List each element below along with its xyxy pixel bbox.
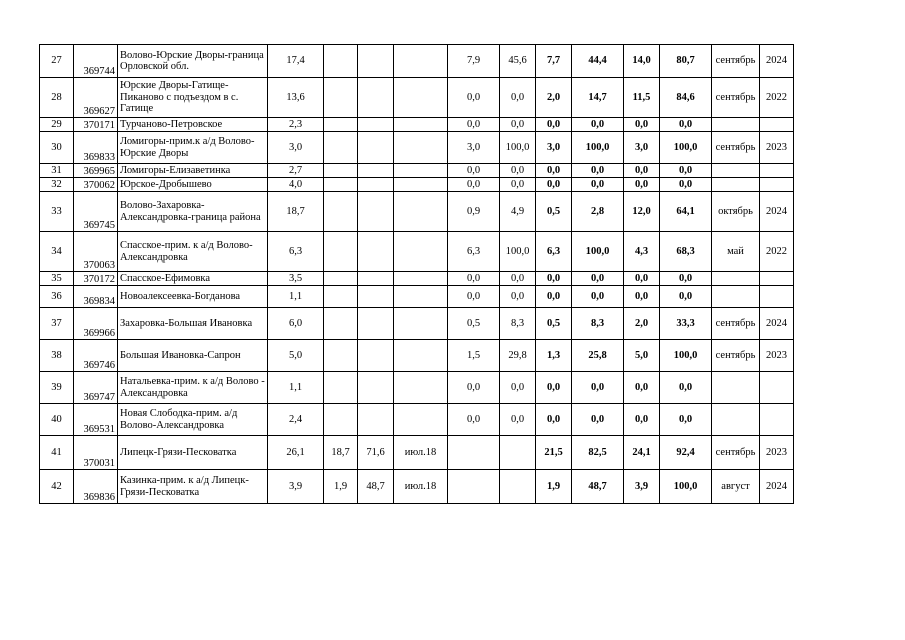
table-row bbox=[40, 404, 794, 436]
value-col-11: 82,5 bbox=[572, 436, 624, 470]
repair-month: сентябрь bbox=[712, 132, 760, 164]
value-col-10: 0,0 bbox=[536, 286, 572, 308]
road-id: 370172 bbox=[74, 272, 118, 286]
repaired-length bbox=[324, 118, 358, 132]
road-name: Липецк-Грязи-Песковатка bbox=[118, 436, 268, 470]
road-length: 1,1 bbox=[268, 286, 324, 308]
road-repair-table bbox=[39, 44, 794, 504]
value-col-13: 0,0 bbox=[660, 272, 712, 286]
road-id: 369966 bbox=[74, 308, 118, 340]
repair-year bbox=[760, 372, 794, 404]
value-col-11: 0,0 bbox=[572, 404, 624, 436]
value-col-9: 0,0 bbox=[500, 178, 536, 192]
repair-date: июл.18 bbox=[394, 436, 448, 470]
row-number: 40 bbox=[40, 404, 74, 436]
road-length: 2,3 bbox=[268, 118, 324, 132]
value-col-13: 64,1 bbox=[660, 192, 712, 232]
row-number: 28 bbox=[40, 78, 74, 118]
value-col-10: 0,5 bbox=[536, 192, 572, 232]
value-col-8: 0,0 bbox=[448, 286, 500, 308]
value-col-12: 14,0 bbox=[624, 45, 660, 78]
value-col-9 bbox=[500, 470, 536, 504]
value-col-10: 0,5 bbox=[536, 308, 572, 340]
road-id: 369834 bbox=[74, 286, 118, 308]
road-name: Юрское-Дробышево bbox=[118, 178, 268, 192]
table-row bbox=[40, 178, 794, 192]
value-col-13: 100,0 bbox=[660, 470, 712, 504]
value-col-8: 3,0 bbox=[448, 132, 500, 164]
repair-year: 2023 bbox=[760, 436, 794, 470]
repair-month: октябрь bbox=[712, 192, 760, 232]
value-col-9: 0,0 bbox=[500, 164, 536, 178]
road-id: 369836 bbox=[74, 470, 118, 504]
value-col-11: 0,0 bbox=[572, 178, 624, 192]
row-number: 34 bbox=[40, 232, 74, 272]
value-col-13: 100,0 bbox=[660, 340, 712, 372]
repair-month: май bbox=[712, 232, 760, 272]
row-number: 42 bbox=[40, 470, 74, 504]
value-col-11: 25,8 bbox=[572, 340, 624, 372]
value-col-13: 80,7 bbox=[660, 45, 712, 78]
repaired-percent bbox=[358, 178, 394, 192]
value-col-11: 100,0 bbox=[572, 132, 624, 164]
value-col-11: 48,7 bbox=[572, 470, 624, 504]
repaired-percent: 71,6 bbox=[358, 436, 394, 470]
repaired-length bbox=[324, 404, 358, 436]
repair-year: 2024 bbox=[760, 470, 794, 504]
value-col-13: 0,0 bbox=[660, 286, 712, 308]
road-id: 370062 bbox=[74, 178, 118, 192]
repair-month bbox=[712, 404, 760, 436]
value-col-11: 2,8 bbox=[572, 192, 624, 232]
value-col-8: 0,0 bbox=[448, 164, 500, 178]
repair-year bbox=[760, 272, 794, 286]
road-name: Турчаново-Петровское bbox=[118, 118, 268, 132]
value-col-10: 7,7 bbox=[536, 45, 572, 78]
repaired-percent bbox=[358, 164, 394, 178]
table-row bbox=[40, 308, 794, 340]
repair-year: 2024 bbox=[760, 192, 794, 232]
repair-month: август bbox=[712, 470, 760, 504]
road-id: 369833 bbox=[74, 132, 118, 164]
table-row bbox=[40, 340, 794, 372]
repair-date bbox=[394, 232, 448, 272]
road-id: 369745 bbox=[74, 192, 118, 232]
repaired-length bbox=[324, 78, 358, 118]
table-row bbox=[40, 372, 794, 404]
road-name: Волово-Юрские Дворы-граница Орловской обл. bbox=[118, 45, 268, 78]
repaired-length bbox=[324, 286, 358, 308]
road-id: 370063 bbox=[74, 232, 118, 272]
repair-date bbox=[394, 45, 448, 78]
road-length: 3,5 bbox=[268, 272, 324, 286]
value-col-13: 33,3 bbox=[660, 308, 712, 340]
road-length: 26,1 bbox=[268, 436, 324, 470]
repair-date bbox=[394, 340, 448, 372]
road-name: Ломигоры-прим.к а/д Волово-Юрские Дворы bbox=[118, 132, 268, 164]
road-name: Волово-Захаровка-Александровка-граница района bbox=[118, 192, 268, 232]
table-row bbox=[40, 132, 794, 164]
row-number: 29 bbox=[40, 118, 74, 132]
row-number: 37 bbox=[40, 308, 74, 340]
repaired-length bbox=[324, 192, 358, 232]
repaired-percent bbox=[358, 340, 394, 372]
value-col-9: 45,6 bbox=[500, 45, 536, 78]
repaired-length bbox=[324, 372, 358, 404]
table-row bbox=[40, 192, 794, 232]
road-length: 6,0 bbox=[268, 308, 324, 340]
row-number: 33 bbox=[40, 192, 74, 232]
road-name: Казинка-прим. к а/д Липецк-Грязи-Песковатка bbox=[118, 470, 268, 504]
value-col-12: 24,1 bbox=[624, 436, 660, 470]
repaired-length bbox=[324, 45, 358, 78]
road-length: 3,0 bbox=[268, 132, 324, 164]
value-col-9: 4,9 bbox=[500, 192, 536, 232]
value-col-9: 0,0 bbox=[500, 78, 536, 118]
repaired-length bbox=[324, 340, 358, 372]
repair-year: 2022 bbox=[760, 232, 794, 272]
value-col-10: 0,0 bbox=[536, 118, 572, 132]
value-col-12: 11,5 bbox=[624, 78, 660, 118]
value-col-12: 12,0 bbox=[624, 192, 660, 232]
value-col-11: 8,3 bbox=[572, 308, 624, 340]
repaired-percent bbox=[358, 272, 394, 286]
value-col-9: 0,0 bbox=[500, 118, 536, 132]
repair-date bbox=[394, 272, 448, 286]
repair-year: 2024 bbox=[760, 45, 794, 78]
value-col-10: 0,0 bbox=[536, 178, 572, 192]
value-col-10: 1,3 bbox=[536, 340, 572, 372]
road-name: Новая Слободка-прим. а/д Волово-Александровка bbox=[118, 404, 268, 436]
repaired-length bbox=[324, 232, 358, 272]
repaired-length: 1,9 bbox=[324, 470, 358, 504]
repaired-percent bbox=[358, 286, 394, 308]
value-col-8: 0,0 bbox=[448, 404, 500, 436]
repaired-length bbox=[324, 272, 358, 286]
row-number: 39 bbox=[40, 372, 74, 404]
road-length: 2,7 bbox=[268, 164, 324, 178]
value-col-12: 2,0 bbox=[624, 308, 660, 340]
road-name: Новоалексеевка-Богданова bbox=[118, 286, 268, 308]
repaired-percent bbox=[358, 232, 394, 272]
road-id: 369744 bbox=[74, 45, 118, 78]
road-id: 370031 bbox=[74, 436, 118, 470]
value-col-9 bbox=[500, 436, 536, 470]
table-row bbox=[40, 272, 794, 286]
repaired-percent bbox=[358, 118, 394, 132]
repair-date bbox=[394, 178, 448, 192]
value-col-12: 3,0 bbox=[624, 132, 660, 164]
repair-date bbox=[394, 286, 448, 308]
value-col-10: 0,0 bbox=[536, 404, 572, 436]
value-col-11: 0,0 bbox=[572, 286, 624, 308]
value-col-8: 0,0 bbox=[448, 118, 500, 132]
value-col-13: 0,0 bbox=[660, 118, 712, 132]
value-col-10: 21,5 bbox=[536, 436, 572, 470]
repaired-percent: 48,7 bbox=[358, 470, 394, 504]
table-row bbox=[40, 470, 794, 504]
repair-date bbox=[394, 372, 448, 404]
road-name: Юрские Дворы-Гатище-Пиканово с подъездом в с. Гатище bbox=[118, 78, 268, 118]
repaired-length bbox=[324, 308, 358, 340]
table-row bbox=[40, 164, 794, 178]
repair-year bbox=[760, 164, 794, 178]
value-col-8: 6,3 bbox=[448, 232, 500, 272]
value-col-11: 0,0 bbox=[572, 272, 624, 286]
repair-year bbox=[760, 286, 794, 308]
value-col-12: 0,0 bbox=[624, 118, 660, 132]
repair-date bbox=[394, 78, 448, 118]
repair-month: сентябрь bbox=[712, 45, 760, 78]
repair-month: сентябрь bbox=[712, 78, 760, 118]
road-length: 13,6 bbox=[268, 78, 324, 118]
value-col-13: 0,0 bbox=[660, 178, 712, 192]
repair-date bbox=[394, 164, 448, 178]
row-number: 30 bbox=[40, 132, 74, 164]
value-col-8: 7,9 bbox=[448, 45, 500, 78]
value-col-11: 0,0 bbox=[572, 118, 624, 132]
value-col-10: 0,0 bbox=[536, 164, 572, 178]
road-name: Захаровка-Большая Ивановка bbox=[118, 308, 268, 340]
road-id: 370171 bbox=[74, 118, 118, 132]
repair-date bbox=[394, 308, 448, 340]
road-name: Ломигоры-Елизаветинка bbox=[118, 164, 268, 178]
repaired-length bbox=[324, 178, 358, 192]
row-number: 27 bbox=[40, 45, 74, 78]
repair-month: сентябрь bbox=[712, 340, 760, 372]
row-number: 41 bbox=[40, 436, 74, 470]
value-col-9: 8,3 bbox=[500, 308, 536, 340]
repair-month bbox=[712, 372, 760, 404]
value-col-8: 0,0 bbox=[448, 272, 500, 286]
road-length: 1,1 bbox=[268, 372, 324, 404]
road-id: 369746 bbox=[74, 340, 118, 372]
repair-date bbox=[394, 132, 448, 164]
road-name: Спасское-прим. к а/д Волово-Александровка bbox=[118, 232, 268, 272]
table-row bbox=[40, 45, 794, 78]
value-col-10: 2,0 bbox=[536, 78, 572, 118]
repair-month: сентябрь bbox=[712, 436, 760, 470]
repair-year bbox=[760, 178, 794, 192]
value-col-11: 0,0 bbox=[572, 164, 624, 178]
repair-date bbox=[394, 404, 448, 436]
value-col-8 bbox=[448, 470, 500, 504]
road-name: Натальевка-прим. к а/д Волово - Александровка bbox=[118, 372, 268, 404]
repair-month bbox=[712, 272, 760, 286]
row-number: 38 bbox=[40, 340, 74, 372]
value-col-12: 3,9 bbox=[624, 470, 660, 504]
repaired-length: 18,7 bbox=[324, 436, 358, 470]
value-col-9: 0,0 bbox=[500, 372, 536, 404]
value-col-10: 1,9 bbox=[536, 470, 572, 504]
repair-year: 2023 bbox=[760, 340, 794, 372]
repaired-percent bbox=[358, 372, 394, 404]
row-number: 36 bbox=[40, 286, 74, 308]
value-col-9: 0,0 bbox=[500, 286, 536, 308]
value-col-13: 84,6 bbox=[660, 78, 712, 118]
table-row bbox=[40, 118, 794, 132]
repair-month bbox=[712, 178, 760, 192]
row-number: 32 bbox=[40, 178, 74, 192]
value-col-10: 3,0 bbox=[536, 132, 572, 164]
value-col-13: 92,4 bbox=[660, 436, 712, 470]
road-length: 4,0 bbox=[268, 178, 324, 192]
value-col-12: 0,0 bbox=[624, 372, 660, 404]
value-col-12: 0,0 bbox=[624, 178, 660, 192]
value-col-11: 100,0 bbox=[572, 232, 624, 272]
value-col-9: 100,0 bbox=[500, 132, 536, 164]
value-col-8: 0,0 bbox=[448, 372, 500, 404]
value-col-13: 68,3 bbox=[660, 232, 712, 272]
road-id: 369627 bbox=[74, 78, 118, 118]
value-col-9: 100,0 bbox=[500, 232, 536, 272]
value-col-11: 0,0 bbox=[572, 372, 624, 404]
value-col-13: 100,0 bbox=[660, 132, 712, 164]
repair-date bbox=[394, 118, 448, 132]
road-length: 17,4 bbox=[268, 45, 324, 78]
repaired-length bbox=[324, 164, 358, 178]
road-length: 3,9 bbox=[268, 470, 324, 504]
table-row bbox=[40, 436, 794, 470]
repair-year: 2024 bbox=[760, 308, 794, 340]
road-id: 369965 bbox=[74, 164, 118, 178]
table-row bbox=[40, 286, 794, 308]
row-number: 35 bbox=[40, 272, 74, 286]
repair-month: сентябрь bbox=[712, 308, 760, 340]
repaired-percent bbox=[358, 404, 394, 436]
road-id: 369531 bbox=[74, 404, 118, 436]
repair-date bbox=[394, 192, 448, 232]
value-col-9: 0,0 bbox=[500, 404, 536, 436]
value-col-8: 0,0 bbox=[448, 178, 500, 192]
road-length: 18,7 bbox=[268, 192, 324, 232]
value-col-10: 0,0 bbox=[536, 272, 572, 286]
repair-month bbox=[712, 164, 760, 178]
value-col-13: 0,0 bbox=[660, 404, 712, 436]
road-name: Большая Ивановка-Сапрон bbox=[118, 340, 268, 372]
value-col-11: 14,7 bbox=[572, 78, 624, 118]
repair-year: 2022 bbox=[760, 78, 794, 118]
repaired-percent bbox=[358, 78, 394, 118]
repair-year bbox=[760, 404, 794, 436]
road-length: 6,3 bbox=[268, 232, 324, 272]
repair-year bbox=[760, 118, 794, 132]
repair-month bbox=[712, 286, 760, 308]
value-col-10: 0,0 bbox=[536, 372, 572, 404]
repair-year: 2023 bbox=[760, 132, 794, 164]
repaired-percent bbox=[358, 45, 394, 78]
value-col-12: 0,0 bbox=[624, 164, 660, 178]
road-length: 5,0 bbox=[268, 340, 324, 372]
value-col-12: 0,0 bbox=[624, 286, 660, 308]
road-length: 2,4 bbox=[268, 404, 324, 436]
value-col-13: 0,0 bbox=[660, 164, 712, 178]
value-col-12: 0,0 bbox=[624, 272, 660, 286]
repaired-length bbox=[324, 132, 358, 164]
value-col-8: 0,5 bbox=[448, 308, 500, 340]
value-col-8: 1,5 bbox=[448, 340, 500, 372]
value-col-9: 0,0 bbox=[500, 272, 536, 286]
row-number: 31 bbox=[40, 164, 74, 178]
value-col-12: 5,0 bbox=[624, 340, 660, 372]
repair-month bbox=[712, 118, 760, 132]
value-col-11: 44,4 bbox=[572, 45, 624, 78]
value-col-8 bbox=[448, 436, 500, 470]
repaired-percent bbox=[358, 192, 394, 232]
repaired-percent bbox=[358, 132, 394, 164]
value-col-12: 0,0 bbox=[624, 404, 660, 436]
value-col-9: 29,8 bbox=[500, 340, 536, 372]
value-col-10: 6,3 bbox=[536, 232, 572, 272]
value-col-8: 0,9 bbox=[448, 192, 500, 232]
table-row bbox=[40, 232, 794, 272]
table-row bbox=[40, 78, 794, 118]
repair-date: июл.18 bbox=[394, 470, 448, 504]
road-id: 369747 bbox=[74, 372, 118, 404]
repaired-percent bbox=[358, 308, 394, 340]
road-name: Спасское-Ефимовка bbox=[118, 272, 268, 286]
value-col-12: 4,3 bbox=[624, 232, 660, 272]
value-col-8: 0,0 bbox=[448, 78, 500, 118]
value-col-13: 0,0 bbox=[660, 372, 712, 404]
